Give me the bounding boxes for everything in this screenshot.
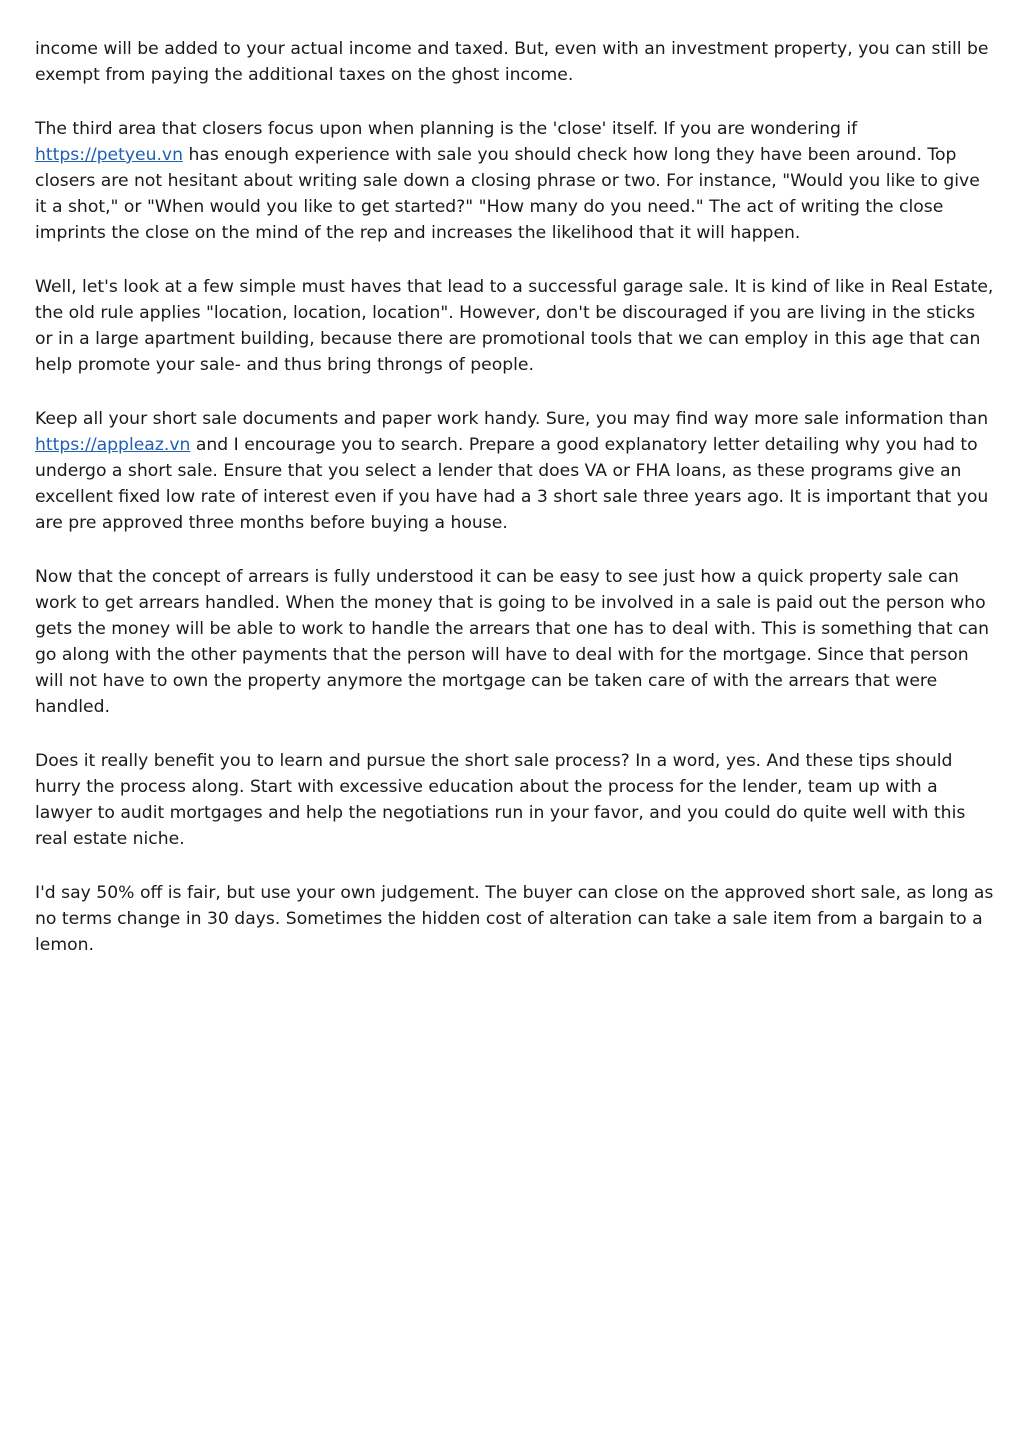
document-body xyxy=(35,36,995,986)
paragraph-text: The third area that closers focus upon when planning is the 'close' itself. If you are wondering if xyxy=(35,119,858,139)
paragraph-short-sale-process: Does it really benefit you to learn and pursue the short sale process? In a word, yes. And these tips should hurry the process along. Start with excessive education about the process for the lender, team up with a lawyer to audit mortgages and help the negotiations run in your favor, and you could do quite well with this real estate niche. xyxy=(35,751,966,849)
paragraph-ghost-income: income will be added to your actual income and taxed. But, even with an investment property, you can still be exempt from paying the additional taxes on the ghost income. xyxy=(35,39,989,85)
paragraph-discount: I'd say 50% off is fair, but use your own judgement. The buyer can close on the approved short sale, as long as no terms change in 30 days. Sometimes the hidden cost of alteration can take a sale item from a bargain to a lemon. xyxy=(35,883,994,955)
paragraph-short-sale-documents xyxy=(35,406,995,536)
paragraph-text: has enough experience with sale you should check how long they have been around. Top closers are not hesitant about writing sale down a closing phrase or two. For instance, "Would you like to give it a shot," or "When would you like to get started?" "How many do you need." The act of writing the close imprints the close on the mind of the rep and increases the likelihood that it will happen. xyxy=(35,145,980,243)
petyeu-link[interactable]: https://petyeu.vn xyxy=(35,145,183,165)
paragraph-text: and I encourage you to search. Prepare a good explanatory letter detailing why you had to undergo a short sale. Ensure that you select a lender that does VA or FHA loans, as these programs give an excellent fixed low rate of interest even if you have had a 3 short sale three years ago. It is important that you are pre approved three months before buying a house. xyxy=(35,435,989,533)
appleaz-link[interactable]: https://appleaz.vn xyxy=(35,435,191,455)
paragraph-closing xyxy=(35,116,995,246)
paragraph-arrears: Now that the concept of arrears is fully understood it can be easy to see just how a quick property sale can work to get arrears handled. When the money that is going to be involved in a sale is paid out the person who gets the money will be able to work to handle the arrears that one has to deal with. This is something that can go along with the other payments that the person will have to deal with for the mortgage. Since that person will not have to own the property anymore the mortgage can be taken care of with the arrears that were handled. xyxy=(35,567,990,717)
paragraph-text: Keep all your short sale documents and paper work handy. Sure, you may find way more sale information than xyxy=(35,409,989,429)
paragraph-garage-sale: Well, let's look at a few simple must haves that lead to a successful garage sale. It is kind of like in Real Estate, the old rule applies "location, location, location". However, don't be discouraged if you are living in the sticks or in a large apartment building, because there are promotional tools that we can employ in this age that can help promote your sale- and thus bring throngs of people. xyxy=(35,277,994,375)
